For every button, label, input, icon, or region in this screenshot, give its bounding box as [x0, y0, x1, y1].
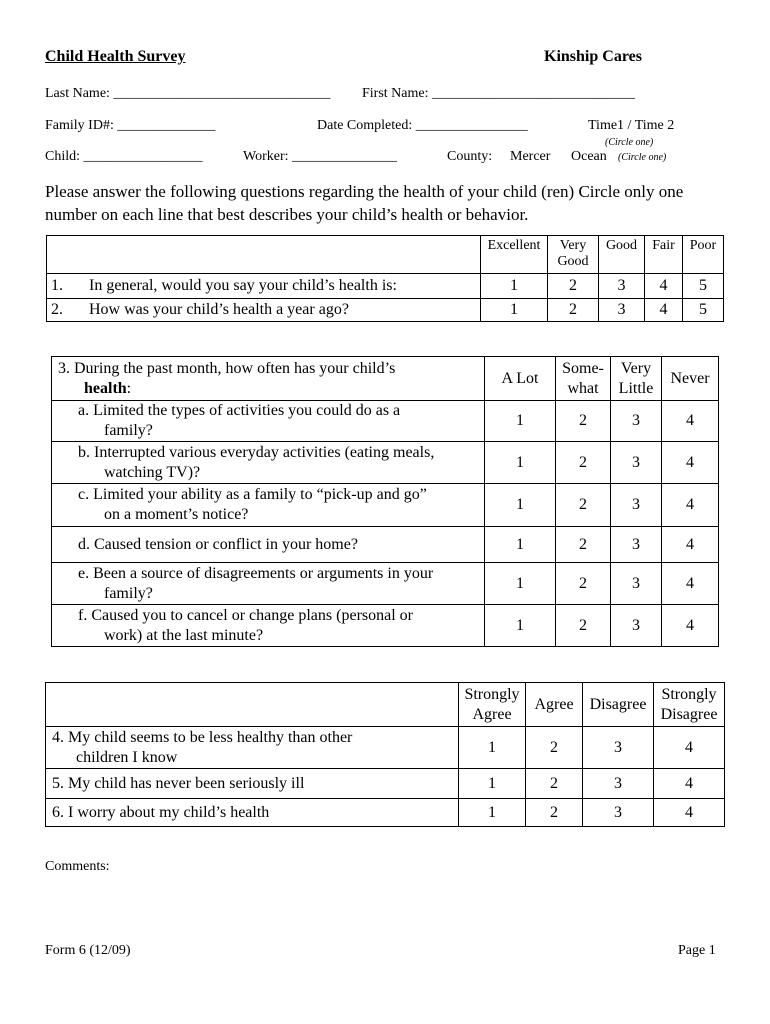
answer-option[interactable]: 3: [611, 401, 662, 442]
col-excellent: Excellent: [481, 236, 548, 274]
question-2: 2. How was your child’s health a year ago?: [47, 299, 481, 322]
family-impact-table: [51, 356, 719, 647]
answer-option[interactable]: 3: [611, 527, 662, 563]
answer-option[interactable]: 2: [526, 799, 583, 827]
col-strongly-disagree: Strongly Disagree: [654, 683, 725, 727]
answer-option[interactable]: 1: [459, 799, 526, 827]
time-choice[interactable]: Time1 / Time 2: [588, 118, 675, 133]
question-3d: d. Caused tension or conflict in your home?: [52, 527, 485, 563]
answer-option[interactable]: 4: [662, 563, 719, 605]
answer-option[interactable]: 3: [583, 799, 654, 827]
table-row: [46, 769, 725, 799]
col-very-good: Very Good: [548, 236, 599, 274]
survey-title: Child Health Survey: [45, 48, 186, 65]
family-id-field[interactable]: Family ID#: ______________: [45, 118, 216, 133]
circle-one-note-county: (Circle one): [618, 152, 667, 163]
agreement-table: [45, 682, 725, 827]
col-agree: Agree: [526, 683, 583, 727]
answer-option[interactable]: 4: [662, 442, 719, 484]
question-6: 6. I worry about my child’s health: [46, 799, 459, 827]
circle-one-note-time: (Circle one): [605, 137, 654, 148]
table-row: [52, 605, 719, 647]
answer-option[interactable]: 3: [611, 605, 662, 647]
answer-option[interactable]: 2: [556, 401, 611, 442]
question-4: 4. My child seems to be less healthy than other children I know: [46, 727, 459, 769]
col-poor: Poor: [683, 236, 724, 274]
answer-option[interactable]: 4: [654, 727, 725, 769]
blank-header-cell: [47, 236, 481, 274]
answer-option[interactable]: 1: [485, 442, 556, 484]
answer-option[interactable]: 2: [526, 727, 583, 769]
answer-option[interactable]: 1: [459, 727, 526, 769]
answer-option[interactable]: 4: [654, 799, 725, 827]
col-fair: Fair: [645, 236, 683, 274]
col-a-lot: A Lot: [485, 357, 556, 401]
county-option-ocean[interactable]: Ocean: [571, 149, 607, 164]
answer-option[interactable]: 1: [481, 274, 548, 299]
answer-option[interactable]: 3: [583, 769, 654, 799]
table-row: [46, 799, 725, 827]
answer-option[interactable]: 4: [645, 274, 683, 299]
table-row: [52, 527, 719, 563]
question-3-heading: 3. During the past month, how often has your child’s health:: [52, 357, 485, 401]
last-name-field[interactable]: Last Name: _______________________________: [45, 86, 331, 101]
answer-option[interactable]: 2: [526, 769, 583, 799]
answer-option[interactable]: 2: [556, 605, 611, 647]
answer-option[interactable]: 3: [599, 299, 645, 322]
question-5: 5. My child has never been seriously ill: [46, 769, 459, 799]
page-number: Page 1: [678, 943, 716, 958]
blank-header-cell: [46, 683, 459, 727]
org-name: Kinship Cares: [544, 48, 642, 65]
county-label: County:: [447, 149, 493, 164]
answer-option[interactable]: 4: [662, 527, 719, 563]
answer-option[interactable]: 5: [683, 299, 724, 322]
answer-option[interactable]: 2: [548, 274, 599, 299]
answer-option[interactable]: 1: [481, 299, 548, 322]
answer-option[interactable]: 3: [611, 442, 662, 484]
child-field[interactable]: Child: _________________: [45, 149, 203, 164]
worker-field[interactable]: Worker: _______________: [243, 149, 398, 164]
answer-option[interactable]: 2: [556, 442, 611, 484]
answer-option[interactable]: 2: [548, 299, 599, 322]
question-1: 1. In general, would you say your child’s health is:: [47, 274, 481, 299]
table-row: [52, 401, 719, 442]
table-row: [52, 442, 719, 484]
answer-option[interactable]: 1: [459, 769, 526, 799]
question-3b: b. Interrupted various everyday activities (eating meals, watching TV)?: [52, 442, 485, 484]
answer-option[interactable]: 4: [662, 484, 719, 527]
date-completed-field[interactable]: Date Completed: ________________: [317, 118, 528, 133]
county-option-mercer[interactable]: Mercer: [510, 149, 551, 164]
question-3c: c. Limited your ability as a family to “pick-up and go” on a moment’s notice?: [52, 484, 485, 527]
general-health-table: [46, 235, 724, 322]
col-somewhat: Some-what: [556, 357, 611, 401]
answer-option[interactable]: 5: [683, 274, 724, 299]
answer-option[interactable]: 4: [662, 605, 719, 647]
col-good: Good: [599, 236, 645, 274]
answer-option[interactable]: 4: [662, 401, 719, 442]
answer-option[interactable]: 3: [611, 484, 662, 527]
answer-option[interactable]: 1: [485, 484, 556, 527]
col-strongly-agree: Strongly Agree: [459, 683, 526, 727]
answer-option[interactable]: 2: [556, 527, 611, 563]
answer-option[interactable]: 2: [556, 484, 611, 527]
answer-option[interactable]: 1: [485, 605, 556, 647]
table-row: [47, 299, 724, 322]
col-disagree: Disagree: [583, 683, 654, 727]
table-row: [52, 563, 719, 605]
answer-option[interactable]: 2: [556, 563, 611, 605]
question-3e: e. Been a source of disagreements or arguments in your family?: [52, 563, 485, 605]
table-row: [46, 727, 725, 769]
first-name-field[interactable]: First Name: _____________________________: [362, 86, 635, 101]
col-very-little: Very Little: [611, 357, 662, 401]
form-number: Form 6 (12/09): [45, 943, 131, 958]
question-3a: a. Limited the types of activities you could do as a family?: [52, 401, 485, 442]
answer-option[interactable]: 3: [583, 727, 654, 769]
answer-option[interactable]: 1: [485, 401, 556, 442]
answer-option[interactable]: 1: [485, 563, 556, 605]
col-never: Never: [662, 357, 719, 401]
answer-option[interactable]: 4: [645, 299, 683, 322]
instructions: Please answer the following questions regarding the health of your child (ren) Circle only one number on each line that best describes your child’s health or behavior.: [45, 182, 684, 224]
answer-option[interactable]: 4: [654, 769, 725, 799]
answer-option[interactable]: 3: [599, 274, 645, 299]
question-3f: f. Caused you to cancel or change plans (personal or work) at the last minute?: [52, 605, 485, 647]
table-row: [47, 274, 724, 299]
answer-option[interactable]: 3: [611, 563, 662, 605]
table-row: [52, 484, 719, 527]
answer-option[interactable]: 1: [485, 527, 556, 563]
comments-label: Comments:: [45, 859, 110, 874]
